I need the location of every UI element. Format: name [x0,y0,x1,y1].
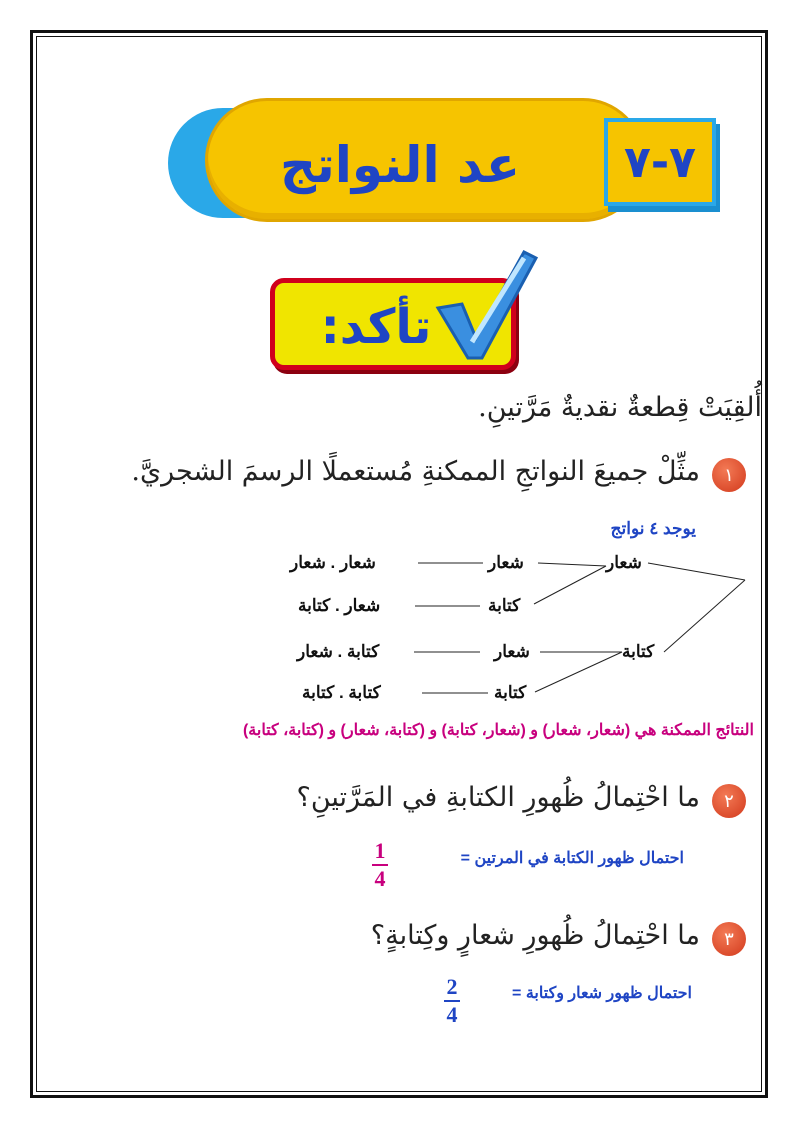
tree-branch [538,563,606,566]
question-1-bullet: ١ [712,458,746,492]
tree-second-tails-1: كتابة [488,596,521,615]
check-label: تأكد: [320,299,432,355]
question-2-denominator: 4 [374,866,386,891]
outcomes-summary: النتائج الممكنة هي (شعار، شعار) و (شعار، كتابة) و (كتابة، شعار) و (كتابة، كتابة) [242,722,754,739]
question-2-bullet: ٢ [712,784,746,818]
question-2-answer-label: احتمال ظهور الكتابة في المرتين = [460,850,684,867]
tree-outcome-4: كتابة . كتابة [302,683,381,702]
question-3-text: ما احْتِمالُ ظُهورِ شعارٍ وكِتابةٍ؟ [370,920,700,951]
lesson-title: عد النواتج [279,136,521,194]
question-2-numerator: 1 [374,838,386,863]
question-intro: أُلقِيَتْ قِطعةٌ نقديةٌ مَرَّتينِ. [478,392,762,423]
tree-branch [534,566,606,604]
tree-outcome-3: كتابة . شعار [297,642,380,661]
tree-second-tails-2: كتابة [494,683,527,702]
tree-branch [535,652,622,692]
tree-first-heads: شعار [606,553,642,572]
question-2-fraction [372,840,388,890]
tree-outcome-2: شعار . كتابة [298,596,381,615]
tree-outcome-1: شعار . شعار [290,553,376,572]
question-3-answer-label: احتمال ظهور شعار وكتابة = [512,985,692,1002]
tree-branch [648,563,745,580]
question-3-fraction [444,976,460,1026]
question-1-text: مثِّلْ جميعَ النواتجِ الممكنةِ مُستعملًا الرسمَ الشجريَّ. [131,456,700,487]
question-1-answer-note: يوجد ٤ نواتج [610,519,696,538]
question-2-text: ما احْتِمالُ ظُهورِ الكتابةِ في المَرَّتينِ؟ [296,782,700,813]
question-3-bullet: ٣ [712,922,746,956]
tree-second-heads-2: شعار [494,642,530,661]
tree-branch [664,580,745,652]
question-3-denominator: 4 [446,1002,458,1027]
question-3-numerator: 2 [446,974,458,999]
tree-second-heads-1: شعار [488,553,524,572]
lesson-number: ٧-٧ [624,136,696,188]
tree-first-tails: كتابة [622,642,655,661]
